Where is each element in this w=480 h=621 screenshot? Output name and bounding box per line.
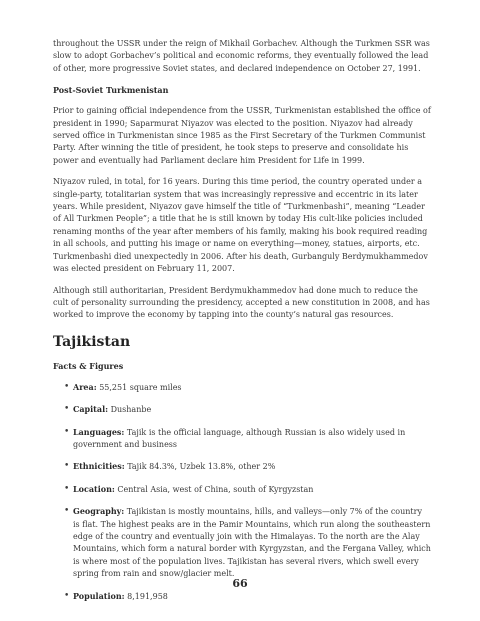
fact-item-languages bbox=[65, 426, 431, 452]
section-heading-post-soviet: Post-Soviet Turkmenistan bbox=[53, 85, 169, 96]
facts-list bbox=[53, 381, 431, 603]
fact-value: Central Asia, west of China, south of Kyrgyzstan bbox=[114, 484, 314, 494]
fact-value: 8,191,958 bbox=[124, 591, 168, 601]
fact-item-capital bbox=[65, 403, 431, 416]
page-content bbox=[53, 38, 431, 612]
fact-value: Dushanbe bbox=[108, 405, 152, 415]
paragraph-intro: throughout the USSR under the reign of Mikhail Gorbachev. Although the Turkmen SSR was slow to adopt Gorbachev’s political and economic reforms, they eventually followed the lead of other, more progressive Soviet states, and declared independence on October 27, 1991. bbox=[53, 39, 430, 73]
paragraph-post-soviet-3: Although still authoritarian, President Berdymukhammedov had done much to reduce the cult of personality surrounding the presidency, accepted a new constitution in 2008, and has worked to improve the economy by tapping into the county’s natural gas resources. bbox=[53, 285, 430, 320]
fact-label: Capital: bbox=[73, 404, 109, 415]
fact-item-location bbox=[65, 483, 431, 496]
fact-item-ethnicities bbox=[65, 460, 431, 473]
fact-item-population bbox=[65, 590, 431, 603]
fact-value: Tajik is the official language, although Russian is also widely used in government and business bbox=[73, 427, 406, 449]
fact-label: Languages: bbox=[73, 426, 125, 437]
fact-item-geography bbox=[65, 505, 431, 580]
fact-label: Location: bbox=[73, 483, 115, 494]
fact-label: Area: bbox=[73, 381, 97, 392]
fact-value: Tajikistan is mostly mountains, hills, and valleys—only 7% of the country is flat. The highest peaks are in the Pamir Mountains, which run along the southeastern edge of the country and eventually join with the Himalayas. To the north are the Alay Mountains, which form a natural border with Kyrgyzstan, and the Fergana Valley, which is where most of the population lives. Tajikistan has several rivers, which swell every spring from rain and snow/glacier melt. bbox=[73, 507, 431, 579]
section-title-tajikistan: Tajikistan bbox=[53, 333, 131, 350]
fact-label: Geography: bbox=[73, 506, 125, 517]
paragraph-post-soviet-1: Prior to gaining official independence from the USSR, Turkmenistan established the office of president in 1990; Saparmurat Niyazov was elected to the position. Niyazov had already served office in Turkmenistan since 1985 as the First Secretary of the Turkmen Communist Party. After winning the title of president, he took steps to preserve and consolidate his power and eventually had Parliament declare him President for Life in 1999. bbox=[53, 106, 431, 165]
facts-heading: Facts & Figures bbox=[53, 360, 124, 371]
paragraph-post-soviet-2: Niyazov ruled, in total, for 16 years. During this time period, the country operated under a single-party, totalitarian system that was increasingly repressive and eccentric in its later years. While president, Niyazov gave himself the title of “Turkmenbashi”, meaning “Leader of All Turkmen People”; a title that he is still known by today His cult-like policies included renaming months of the year after members of his family, making his book required reading in all schools, and putting his image or name on everything—money, statues, airports, etc. Turkmenbashi died unexpectedly in 2006. After his death, Gurbanguly Berdymukhammedov was elected president on February 11, 2007. bbox=[53, 177, 428, 274]
page-number: 66 bbox=[232, 577, 248, 590]
fact-label: Ethnicities: bbox=[73, 461, 125, 472]
fact-label: Population: bbox=[73, 590, 125, 601]
fact-value: Tajik 84.3%, Uzbek 13.8%, other 2% bbox=[124, 462, 276, 472]
fact-value: 55,251 square miles bbox=[96, 382, 182, 392]
fact-item-area bbox=[65, 381, 431, 394]
